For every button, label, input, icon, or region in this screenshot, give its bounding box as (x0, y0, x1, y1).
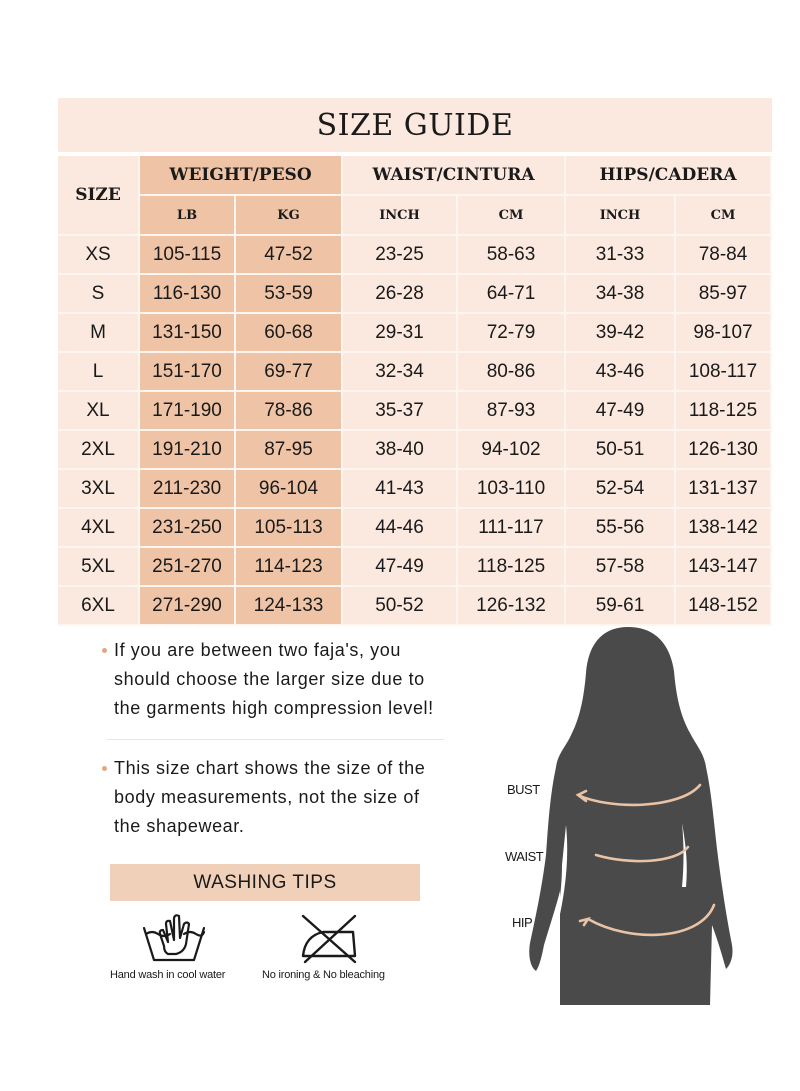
weight-lb-cell: 151-170 (140, 353, 236, 392)
table-row (58, 353, 772, 392)
waist-cm-header: CM (458, 196, 566, 236)
size-cell: M (58, 314, 140, 353)
hips-inch-cell: 31-33 (566, 236, 676, 275)
waist-cm-cell: 118-125 (458, 548, 566, 587)
hips-cm-cell: 148-152 (676, 587, 772, 626)
hips-group-header: HIPS/CADERA (566, 156, 772, 196)
hips-cm-cell: 118-125 (676, 392, 772, 431)
size-column-header: SIZE (58, 156, 140, 236)
waist-inch-cell: 35-37 (343, 392, 458, 431)
size-cell: 3XL (58, 470, 140, 509)
table-row (58, 392, 772, 431)
hips-cm-cell: 85-97 (676, 275, 772, 314)
waist-cm-cell: 126-132 (458, 587, 566, 626)
size-cell: S (58, 275, 140, 314)
weight-lb-header: LB (140, 196, 236, 236)
bullet-icon (102, 766, 107, 771)
hips-cm-cell: 126-130 (676, 431, 772, 470)
waist-cm-cell: 103-110 (458, 470, 566, 509)
weight-kg-cell: 69-77 (236, 353, 343, 392)
waist-label: WAIST (505, 849, 544, 864)
weight-kg-cell: 53-59 (236, 275, 343, 314)
hips-cm-header: CM (676, 196, 772, 236)
size-chart-table (58, 156, 772, 626)
bust-label: BUST (507, 782, 540, 797)
size-cell: XS (58, 236, 140, 275)
waist-inch-cell: 38-40 (343, 431, 458, 470)
table-row (58, 236, 772, 275)
size-cell: L (58, 353, 140, 392)
waist-cm-cell: 58-63 (458, 236, 566, 275)
waist-inch-header: INCH (343, 196, 458, 236)
waist-inch-cell: 23-25 (343, 236, 458, 275)
note-larger-size: If you are between two faja's, you should choose the larger size due to the garments high compression level! (100, 636, 450, 723)
hips-inch-cell: 34-38 (566, 275, 676, 314)
no-ironing-label: No ironing & No bleaching (262, 969, 385, 981)
waist-cm-cell: 94-102 (458, 431, 566, 470)
size-cell: 6XL (58, 587, 140, 626)
weight-kg-cell: 60-68 (236, 314, 343, 353)
weight-lb-cell: 171-190 (140, 392, 236, 431)
size-table-body (58, 236, 772, 626)
no-ironing-icon (297, 912, 361, 964)
hips-inch-cell: 57-58 (566, 548, 676, 587)
table-row (58, 275, 772, 314)
hips-cm-cell: 98-107 (676, 314, 772, 353)
weight-kg-cell: 114-123 (236, 548, 343, 587)
hips-cm-cell: 143-147 (676, 548, 772, 587)
hips-inch-cell: 50-51 (566, 431, 676, 470)
weight-kg-cell: 96-104 (236, 470, 343, 509)
weight-kg-cell: 78-86 (236, 392, 343, 431)
bullet-icon (102, 648, 107, 653)
page-title: SIZE GUIDE (316, 107, 514, 143)
hips-inch-cell: 55-56 (566, 509, 676, 548)
waist-inch-cell: 29-31 (343, 314, 458, 353)
note-divider (106, 739, 444, 740)
note-body-measurements: This size chart shows the size of the body measurements, not the size of the shapewear. (100, 754, 450, 841)
hips-inch-cell: 52-54 (566, 470, 676, 509)
weight-kg-cell: 124-133 (236, 587, 343, 626)
waist-inch-cell: 26-28 (343, 275, 458, 314)
waist-inch-cell: 50-52 (343, 587, 458, 626)
hips-inch-cell: 47-49 (566, 392, 676, 431)
table-row (58, 314, 772, 353)
weight-lb-cell: 105-115 (140, 236, 236, 275)
hips-cm-cell: 131-137 (676, 470, 772, 509)
waist-inch-cell: 32-34 (343, 353, 458, 392)
table-row (58, 470, 772, 509)
hips-cm-cell: 138-142 (676, 509, 772, 548)
waist-cm-cell: 87-93 (458, 392, 566, 431)
hips-inch-header: INCH (566, 196, 676, 236)
weight-lb-cell: 131-150 (140, 314, 236, 353)
weight-lb-cell: 271-290 (140, 587, 236, 626)
weight-kg-header: KG (236, 196, 343, 236)
weight-lb-cell: 116-130 (140, 275, 236, 314)
weight-kg-cell: 105-113 (236, 509, 343, 548)
table-row (58, 587, 772, 626)
waist-cm-cell: 111-117 (458, 509, 566, 548)
weight-kg-cell: 87-95 (236, 431, 343, 470)
waist-cm-cell: 72-79 (458, 314, 566, 353)
size-cell: 4XL (58, 509, 140, 548)
waist-inch-cell: 47-49 (343, 548, 458, 587)
hips-inch-cell: 43-46 (566, 353, 676, 392)
weight-kg-cell: 47-52 (236, 236, 343, 275)
waist-cm-cell: 64-71 (458, 275, 566, 314)
hand-wash-icon (140, 910, 208, 964)
hand-wash-label: Hand wash in cool water (110, 969, 226, 981)
weight-group-header: WEIGHT/PESO (140, 156, 343, 196)
hips-cm-cell: 108-117 (676, 353, 772, 392)
weight-lb-cell: 231-250 (140, 509, 236, 548)
table-row (58, 509, 772, 548)
fit-notes (100, 636, 450, 841)
size-cell: XL (58, 392, 140, 431)
size-cell: 5XL (58, 548, 140, 587)
size-guide-title-band (58, 98, 772, 152)
size-cell: 2XL (58, 431, 140, 470)
waist-group-header: WAIST/CINTURA (343, 156, 566, 196)
hips-inch-cell: 59-61 (566, 587, 676, 626)
table-row (58, 548, 772, 587)
table-row (58, 431, 772, 470)
body-measurement-figure (500, 625, 760, 1005)
woman-silhouette-icon (500, 625, 760, 1005)
hip-label: HIP (512, 915, 533, 930)
waist-inch-cell: 41-43 (343, 470, 458, 509)
weight-lb-cell: 251-270 (140, 548, 236, 587)
weight-lb-cell: 191-210 (140, 431, 236, 470)
weight-lb-cell: 211-230 (140, 470, 236, 509)
waist-inch-cell: 44-46 (343, 509, 458, 548)
washing-tips-header: WASHING TIPS (110, 864, 420, 901)
waist-cm-cell: 80-86 (458, 353, 566, 392)
hips-inch-cell: 39-42 (566, 314, 676, 353)
hips-cm-cell: 78-84 (676, 236, 772, 275)
